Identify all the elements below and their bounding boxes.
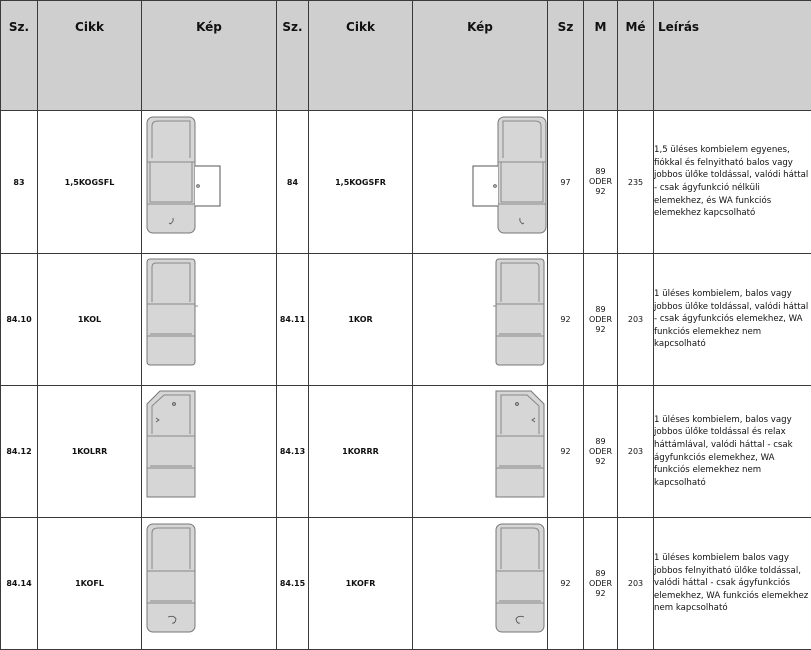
header-leiras: Leírás xyxy=(654,1,811,111)
left-item-number: 84.12 xyxy=(1,386,38,518)
header-me: Mé xyxy=(618,1,654,111)
sz-value: 92 xyxy=(548,518,584,650)
sz-value: 92 xyxy=(548,386,584,518)
me-value: 203 xyxy=(618,518,654,650)
right-item-code: 1,5KOGSFR xyxy=(309,111,413,254)
right-item-image xyxy=(413,254,548,386)
header-sz-2: Sz. xyxy=(277,1,309,111)
right-item-number: 84.15 xyxy=(277,518,309,650)
header-m: M xyxy=(584,1,618,111)
left-item-image xyxy=(142,386,277,518)
sofa-drawing xyxy=(486,390,546,500)
sofa-drawing xyxy=(486,258,546,368)
right-item-image xyxy=(413,518,548,650)
table-row xyxy=(1,386,811,518)
right-item-code: 1KOFR xyxy=(309,518,413,650)
sz-value: 97 xyxy=(548,111,584,254)
sofa-drawing xyxy=(146,116,226,236)
header-cikk-2: Cikk xyxy=(309,1,413,111)
description: 1 üléses kombielem, balos vagy jobbos ülőke toldással, valódi háttal - csak ágyfunkciós elemekhez, WA funkciós elemekhez nem kapcsolható xyxy=(654,254,811,386)
left-item-number: 84.14 xyxy=(1,518,38,650)
description: 1 üléses kombielem balos vagy jobbos felnyitható ülőke toldással, valódi háttal - csak ágyfunkciós elemekhez, WA funkciós elemekhez nem kapcsolható xyxy=(654,518,811,650)
m-value: 89 ODER 92 xyxy=(584,254,618,386)
sofa-drawing xyxy=(146,258,206,368)
left-item-code: 1KOL xyxy=(38,254,142,386)
sofa-drawing xyxy=(146,390,206,500)
table-row xyxy=(1,111,811,254)
right-item-code: 1KORRR xyxy=(309,386,413,518)
description: 1,5 üléses kombielem egyenes, fiókkal és felnyitható balos vagy jobbos ülőke toldással, valódi háttal - csak ágyfunkció nélküli elemekhez, és WA funkciós elemekhez kapcsolható xyxy=(654,111,811,254)
left-item-image xyxy=(142,111,277,254)
left-item-code: 1KOLRR xyxy=(38,386,142,518)
left-item-number: 83 xyxy=(1,111,38,254)
m-value: 89 ODER 92 xyxy=(584,518,618,650)
left-item-code: 1,5KOGSFL xyxy=(38,111,142,254)
sz-value: 92 xyxy=(548,254,584,386)
left-item-image xyxy=(142,254,277,386)
right-item-number: 84.11 xyxy=(277,254,309,386)
header-sz: Sz. xyxy=(1,1,38,111)
right-item-image xyxy=(413,111,548,254)
table-row xyxy=(1,518,811,650)
sofa-drawing xyxy=(146,523,206,635)
left-item-code: 1KOFL xyxy=(38,518,142,650)
sofa-drawing xyxy=(467,116,547,236)
header-row xyxy=(1,1,811,111)
left-item-image xyxy=(142,518,277,650)
sofa-drawing xyxy=(486,523,546,635)
header-kep: Kép xyxy=(142,1,277,111)
table-row xyxy=(1,254,811,386)
header-kep-2: Kép xyxy=(413,1,548,111)
right-item-number: 84.13 xyxy=(277,386,309,518)
right-item-code: 1KOR xyxy=(309,254,413,386)
description: 1 üléses kombielem, balos vagy jobbos ülőke toldással és relax háttámlával, valódi háttal - csak ágyfunkciós elemekhez, WA funkciós elemekhez nem kapcsolható xyxy=(654,386,811,518)
right-item-number: 84 xyxy=(277,111,309,254)
header-sz-3: Sz xyxy=(548,1,584,111)
me-value: 203 xyxy=(618,386,654,518)
me-value: 235 xyxy=(618,111,654,254)
right-item-image xyxy=(413,386,548,518)
me-value: 203 xyxy=(618,254,654,386)
left-item-number: 84.10 xyxy=(1,254,38,386)
m-value: 89 ODER 92 xyxy=(584,386,618,518)
m-value: 89 ODER 92 xyxy=(584,111,618,254)
header-cikk: Cikk xyxy=(38,1,142,111)
